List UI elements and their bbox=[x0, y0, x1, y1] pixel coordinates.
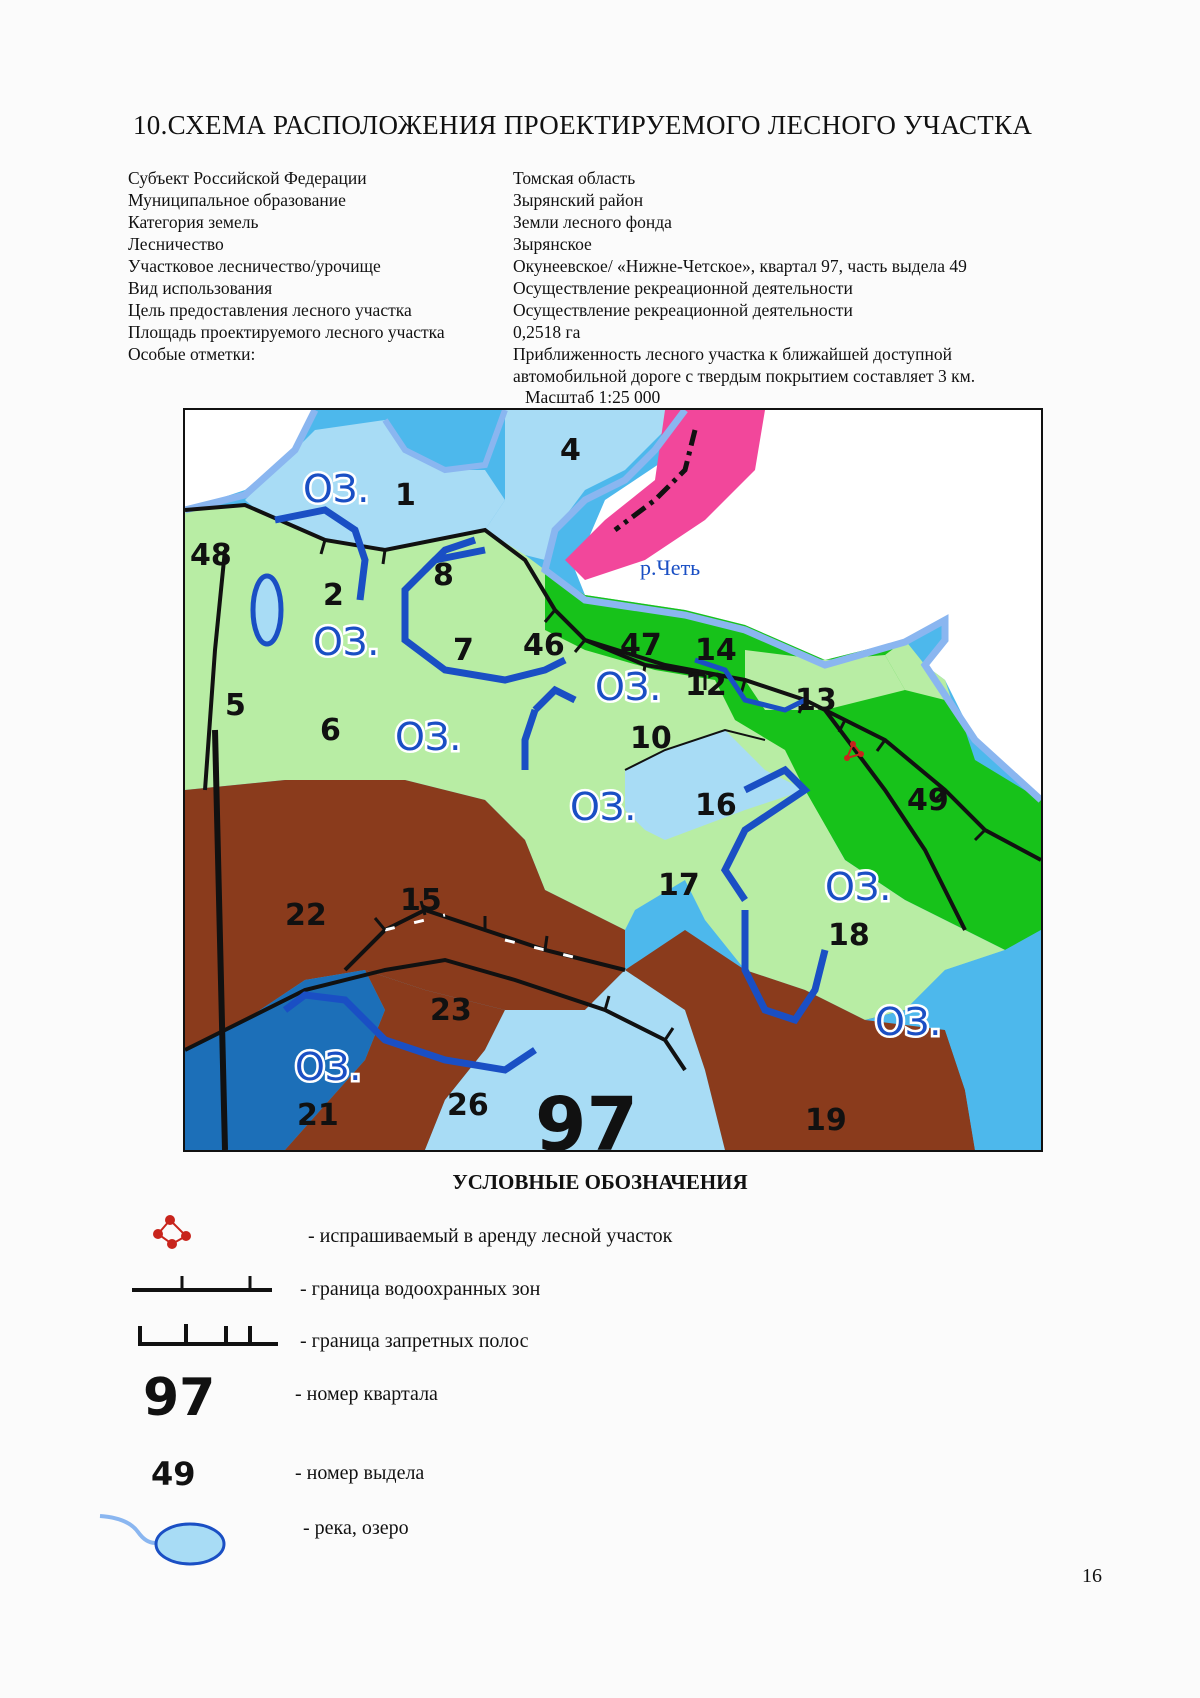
plot-label: 46 bbox=[523, 628, 565, 663]
info-value: Зырянский район bbox=[513, 190, 644, 210]
plot-number-sample: 49 bbox=[151, 1455, 196, 1493]
info-row bbox=[128, 167, 1048, 189]
river-lake-icon bbox=[98, 1508, 230, 1568]
plot-label: 12 bbox=[685, 668, 727, 703]
info-value: Приближенность лесного участка к ближайшей доступной автомобильной дороге с твердым покрытием составляет 3 км. bbox=[513, 344, 976, 386]
plot-label: 10 bbox=[630, 721, 672, 756]
info-value: Зырянское bbox=[513, 234, 592, 254]
lake-label: ОЗ. bbox=[395, 715, 462, 759]
plot-label: 18 bbox=[828, 918, 870, 953]
plot-label: 7 bbox=[453, 633, 474, 668]
legend-label: - номер выдела bbox=[295, 1462, 425, 1484]
legend-label: - испрашиваемый в аренду лесной участок bbox=[308, 1225, 673, 1247]
quarter-number-sample: 97 bbox=[143, 1368, 216, 1428]
plot-label: 5 bbox=[225, 688, 246, 723]
info-key: Площадь проектируемого лесного участка bbox=[128, 322, 445, 342]
info-block bbox=[128, 167, 1048, 387]
info-row bbox=[128, 343, 1048, 387]
legend-label: - граница запретных полос bbox=[300, 1330, 529, 1352]
legend-title: УСЛОВНЫЕ ОБОЗНАЧЕНИЯ bbox=[452, 1170, 748, 1194]
lake-label: ОЗ. bbox=[825, 865, 892, 909]
info-value: Осуществление рекреационной деятельности bbox=[513, 300, 853, 320]
map-scale: Масштаб 1:25 000 bbox=[525, 387, 661, 407]
lake-label: ОЗ. bbox=[875, 1000, 942, 1044]
lake-label: ОЗ. bbox=[595, 665, 662, 709]
plot-label: 48 bbox=[190, 538, 232, 573]
info-row bbox=[128, 277, 1048, 299]
plot-label: 23 bbox=[430, 993, 472, 1028]
info-key: Цель предоставления лесного участка bbox=[128, 300, 412, 320]
plot-label: 4 bbox=[560, 433, 581, 468]
legend-label: - граница водоохранных зон bbox=[300, 1278, 541, 1300]
info-key: Вид использования bbox=[128, 278, 273, 298]
info-row bbox=[128, 255, 1048, 277]
info-value: Земли лесного фонда bbox=[513, 212, 672, 232]
info-value: 0,2518 га bbox=[513, 322, 581, 342]
plot-label: 49 bbox=[907, 783, 949, 818]
plot-label: 6 bbox=[320, 713, 341, 748]
water-zone-boundary-icon bbox=[132, 1270, 272, 1296]
info-row bbox=[128, 233, 1048, 255]
lake-label: ОЗ. bbox=[295, 1045, 362, 1089]
info-key: Субъект Российской Федерации bbox=[128, 168, 367, 188]
info-row bbox=[128, 321, 1048, 343]
info-row bbox=[128, 299, 1048, 321]
plot-label: 19 bbox=[805, 1103, 847, 1138]
plot-label: 22 bbox=[285, 898, 327, 933]
plot-label: 16 bbox=[695, 788, 737, 823]
info-key: Категория земель bbox=[128, 212, 259, 232]
info-row bbox=[128, 211, 1048, 233]
plot-label: 21 bbox=[297, 1098, 339, 1133]
info-key: Участковое лесничество/урочище bbox=[128, 256, 381, 276]
info-value: Томская область bbox=[513, 168, 636, 188]
legend-label: - номер квартала bbox=[295, 1383, 438, 1405]
info-key: Муниципальное образование bbox=[128, 190, 346, 210]
plot-label: 2 bbox=[323, 578, 344, 613]
lake-label: ОЗ. bbox=[303, 467, 370, 511]
plot-label: 1 bbox=[395, 478, 416, 513]
plot-label: 13 bbox=[795, 683, 837, 718]
plot-label: 15 bbox=[400, 883, 442, 918]
page-title: 10.СХЕМА РАСПОЛОЖЕНИЯ ПРОЕКТИРУЕМОГО ЛЕСНОГО УЧАСТКА bbox=[133, 110, 1033, 140]
plot-label: 26 bbox=[447, 1088, 489, 1123]
info-value: Осуществление рекреационной деятельности bbox=[513, 278, 853, 298]
info-key: Особые отметки: bbox=[128, 344, 256, 364]
forbidden-strip-boundary-icon bbox=[138, 1318, 278, 1348]
plot-label: 17 bbox=[658, 868, 700, 903]
quarter-number: 97 bbox=[535, 1082, 638, 1150]
plot-label: 47 bbox=[620, 628, 662, 663]
plot-label: 14 bbox=[695, 633, 737, 668]
lake-label: ОЗ. bbox=[313, 620, 380, 664]
lake-label: ОЗ. bbox=[570, 785, 637, 829]
river-label: р.Четь bbox=[640, 555, 701, 580]
plot-marker-icon bbox=[148, 1212, 198, 1250]
info-row bbox=[128, 189, 1048, 211]
info-key: Лесничество bbox=[128, 234, 224, 254]
info-value: Окунеевское/ «Нижне-Четское», квартал 97, часть выдела 49 bbox=[513, 256, 967, 276]
page-number: 16 bbox=[1082, 1565, 1102, 1587]
plot-label: 8 bbox=[433, 558, 454, 593]
legend-label: - река, озеро bbox=[303, 1517, 409, 1539]
forest-map bbox=[183, 408, 1043, 1152]
